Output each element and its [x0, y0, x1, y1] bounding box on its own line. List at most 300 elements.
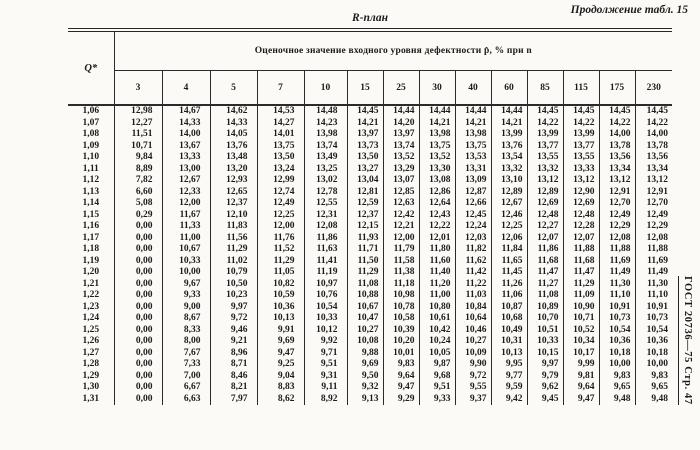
- data-cell: 13,99: [563, 129, 599, 141]
- data-cell: 9,97: [527, 359, 563, 371]
- column-header-40: 40: [455, 71, 491, 106]
- data-cell: 13,75: [257, 141, 304, 153]
- data-cell: 8,62: [257, 394, 304, 406]
- data-cell: 14,21: [419, 118, 455, 130]
- data-cell: 12,00: [383, 233, 419, 245]
- data-cell: 13,67: [162, 141, 210, 153]
- data-cell: 9,51: [304, 359, 347, 371]
- data-cell: 13,74: [304, 141, 347, 153]
- data-cell: 8,89: [114, 164, 162, 176]
- data-cell: 9,64: [563, 382, 599, 394]
- data-cell: 12,89: [491, 187, 527, 199]
- data-cell: 10,78: [383, 302, 419, 314]
- data-cell: 12,90: [563, 187, 599, 199]
- q-value: 1,12: [68, 175, 114, 187]
- data-cell: 13,97: [383, 129, 419, 141]
- table-row: [68, 105, 672, 118]
- data-cell: 12,42: [383, 210, 419, 222]
- data-cell: 12,70: [646, 198, 669, 208]
- data-cell: 9,99: [563, 359, 599, 371]
- data-cell: 0,00: [114, 382, 162, 394]
- data-cell: 9,65: [599, 382, 635, 394]
- q-value: 1,06: [68, 105, 114, 118]
- data-cell: 11,06: [491, 290, 527, 302]
- data-cell: 13,31: [455, 164, 491, 176]
- data-cell: 11,63: [304, 244, 347, 256]
- data-cell: 6,63: [162, 394, 210, 406]
- data-cell: 7,82: [114, 175, 162, 187]
- data-cell: 9,04: [257, 371, 304, 383]
- data-cell: 11,08: [347, 279, 383, 291]
- data-cell: 12,01: [419, 233, 455, 245]
- data-cell: 14,22: [646, 117, 669, 128]
- data-cell: 12,64: [419, 198, 455, 210]
- table-row: [68, 152, 672, 164]
- table-row: [68, 325, 672, 337]
- data-cell: 11,47: [527, 267, 563, 279]
- data-cell: 14,62: [210, 105, 257, 118]
- data-cell: 10,82: [257, 279, 304, 291]
- data-cell: 12,37: [347, 210, 383, 222]
- data-cell: 9,69: [347, 359, 383, 371]
- data-cell: 13,52: [419, 152, 455, 164]
- data-cell: 9,31: [304, 371, 347, 383]
- data-cell: 13,97: [347, 129, 383, 141]
- data-cell: 9,72: [210, 313, 257, 325]
- span-header: Оценочное значение входного уровня дефектности p̂, % при n: [114, 30, 672, 71]
- data-cell: 9,84: [114, 152, 162, 164]
- data-cell: 10,27: [455, 336, 491, 348]
- data-cell: 13,34: [646, 163, 669, 174]
- data-cell: 12,08: [599, 233, 635, 245]
- data-cell: 13,04: [347, 175, 383, 187]
- data-cell: 10,13: [257, 313, 304, 325]
- data-cell: 10,36: [646, 336, 669, 346]
- data-cell: 13,78: [599, 141, 635, 153]
- data-cell: 11,80: [419, 244, 455, 256]
- data-cell: 10,84: [455, 302, 491, 314]
- data-cell: 9,51: [419, 382, 455, 394]
- data-cell: 9,00: [162, 302, 210, 314]
- table-row: [68, 233, 672, 245]
- data-cell: 8,96: [210, 348, 257, 360]
- data-cell: 10,54: [599, 325, 635, 337]
- data-cell: 9,83: [651, 370, 669, 381]
- data-cell: 7,67: [162, 348, 210, 360]
- data-cell: 13,98: [419, 129, 455, 141]
- data-cell: 10,51: [527, 325, 563, 337]
- data-cell: 12,59: [347, 198, 383, 210]
- column-header-175: 175: [599, 71, 635, 106]
- data-cell: 9,95: [491, 359, 527, 371]
- data-cell: 13,98: [455, 129, 491, 141]
- data-cell: 10,20: [383, 336, 419, 348]
- data-cell: 10,00: [599, 359, 635, 371]
- data-cell: 9,59: [491, 382, 527, 394]
- q-value: 1,11: [68, 164, 114, 176]
- data-cell: 13,98: [304, 129, 347, 141]
- data-cell: 14,33: [162, 118, 210, 130]
- data-cell: 8,83: [257, 382, 304, 394]
- table-row: [68, 279, 672, 291]
- data-cell: 13,55: [563, 152, 599, 164]
- data-cell: 0,00: [114, 325, 162, 337]
- data-cell: 10,33: [304, 313, 347, 325]
- q-value: 1,28: [68, 359, 114, 371]
- data-cell: 0,00: [114, 233, 162, 245]
- data-cell: 9,68: [419, 371, 455, 383]
- data-cell: 11,05: [257, 267, 304, 279]
- data-cell: 9,72: [455, 371, 491, 383]
- data-cell: 10,73: [599, 313, 635, 325]
- column-header-85: 85: [527, 71, 563, 106]
- data-cell: 14,27: [257, 118, 304, 130]
- q-value: 1,26: [68, 336, 114, 348]
- data-cell: 10,80: [419, 302, 455, 314]
- data-cell: 9,32: [347, 382, 383, 394]
- column-header-3: 3: [114, 71, 162, 106]
- data-cell: 12,69: [563, 198, 599, 210]
- data-cell: 13,08: [419, 175, 455, 187]
- data-cell: 12,27: [527, 221, 563, 233]
- data-cell: 0,00: [114, 244, 162, 256]
- data-cell: 11,00: [419, 290, 455, 302]
- data-cell: 0,00: [114, 279, 162, 291]
- data-cell: 0,00: [114, 348, 162, 360]
- data-cell: 7,33: [162, 359, 210, 371]
- data-cell: 11,49: [647, 267, 669, 277]
- data-cell: 13,29: [383, 164, 419, 176]
- data-cell: 11,10: [599, 290, 635, 302]
- data-cell: 11,29: [257, 256, 304, 268]
- data-cell: 13,07: [383, 175, 419, 187]
- data-cell: 10,97: [304, 279, 347, 291]
- data-cell: 12,27: [114, 118, 162, 130]
- data-cell: 11,84: [491, 244, 527, 256]
- data-cell: 13,75: [419, 141, 455, 153]
- table-row: [68, 187, 672, 199]
- q-value: 1,08: [68, 129, 114, 141]
- column-header-25: 25: [383, 71, 419, 106]
- data-cell: 12,37: [210, 198, 257, 210]
- data-cell: 12,22: [419, 221, 455, 233]
- data-cell: 12,10: [210, 210, 257, 222]
- data-cell: 10,59: [257, 290, 304, 302]
- data-cell: 10,90: [563, 302, 599, 314]
- data-cell: 11,93: [347, 233, 383, 245]
- data-cell: 12,74: [257, 187, 304, 199]
- table-row: [68, 290, 672, 302]
- data-cell: 10,09: [455, 348, 491, 360]
- column-header-4: 4: [162, 71, 210, 106]
- data-cell: 11,50: [347, 256, 383, 268]
- data-cell: 11,30: [647, 278, 669, 289]
- data-cell: 13,74: [383, 141, 419, 153]
- data-cell: 10,13: [491, 348, 527, 360]
- q-value: 1,31: [68, 394, 114, 406]
- data-cell: 9,67: [162, 279, 210, 291]
- data-cell: 11,29: [563, 279, 599, 291]
- data-cell: 13,12: [527, 175, 563, 187]
- data-cell: 11,33: [162, 221, 210, 233]
- data-cell: 7,00: [162, 371, 210, 383]
- data-cell: 9,45: [527, 394, 563, 406]
- data-cell: 13,77: [563, 141, 599, 153]
- data-cell: 12,46: [491, 210, 527, 222]
- q-value: 1,24: [68, 313, 114, 325]
- data-cell: 0,00: [114, 313, 162, 325]
- data-cell: 9,13: [347, 394, 383, 406]
- data-cell: 11,71: [347, 244, 383, 256]
- data-cell: 12,49: [599, 210, 635, 222]
- data-cell: 11,88: [599, 244, 635, 256]
- data-cell: 12,87: [455, 187, 491, 199]
- q-value: 1,13: [68, 187, 114, 199]
- data-cell: 10,12: [304, 325, 347, 337]
- data-cell: 9,77: [491, 371, 527, 383]
- data-cell: 6,60: [114, 187, 162, 199]
- table-row: [68, 359, 672, 371]
- data-cell: 9,42: [491, 394, 527, 406]
- data-cell: 8,33: [162, 325, 210, 337]
- data-cell: 13,56: [599, 152, 635, 164]
- data-cell: 14,20: [383, 118, 419, 130]
- data-cell: 12,49: [257, 198, 304, 210]
- data-cell: 14,00: [599, 129, 635, 141]
- data-cell: 5,08: [114, 198, 162, 210]
- data-cell: 9,81: [563, 371, 599, 383]
- data-cell: 12,67: [162, 175, 210, 187]
- data-cell: 14,48: [304, 105, 347, 118]
- q-value: 1,19: [68, 256, 114, 268]
- data-cell: 10,49: [491, 325, 527, 337]
- data-cell: 13,30: [419, 164, 455, 176]
- data-cell: 12,29: [646, 221, 669, 231]
- data-cell: 9,48: [599, 394, 635, 406]
- data-cell: 11,27: [527, 279, 563, 291]
- data-cell: 0,00: [114, 336, 162, 348]
- data-cell: 12,81: [347, 187, 383, 199]
- data-cell: 13,32: [491, 164, 527, 176]
- data-cell: 9,87: [419, 359, 455, 371]
- table-row: [68, 348, 672, 360]
- data-cell: 14,45: [646, 106, 669, 116]
- data-cell: 9,90: [455, 359, 491, 371]
- data-cell: 13,10: [491, 175, 527, 187]
- data-cell: 10,24: [419, 336, 455, 348]
- data-cell: 12,28: [563, 221, 599, 233]
- table-row: [68, 175, 672, 187]
- column-header-230: 230: [635, 71, 672, 106]
- table-row: [68, 210, 672, 222]
- data-cell: 11,47: [563, 267, 599, 279]
- data-cell: 11,02: [210, 256, 257, 268]
- data-cell: 13,00: [162, 164, 210, 176]
- data-cell: 13,27: [347, 164, 383, 176]
- data-cell: 11,65: [491, 256, 527, 268]
- gost-page-marker: ГОСТ 20736—75 Стр. 47: [678, 276, 693, 405]
- data-cell: 8,67: [162, 313, 210, 325]
- table-row: [68, 118, 672, 130]
- data-cell: 8,21: [210, 382, 257, 394]
- data-cell: 9,21: [210, 336, 257, 348]
- data-cell: 13,20: [210, 164, 257, 176]
- data-cell: 10,79: [210, 267, 257, 279]
- q-value: 1,07: [68, 118, 114, 130]
- data-cell: 10,34: [563, 336, 599, 348]
- data-cell: 12,99: [257, 175, 304, 187]
- data-cell: 14,23: [304, 118, 347, 130]
- data-cell: 13,99: [527, 129, 563, 141]
- data-cell: 11,68: [563, 256, 599, 268]
- data-cell: 10,33: [162, 256, 210, 268]
- data-cell: 10,01: [383, 348, 419, 360]
- data-cell: 9,47: [383, 382, 419, 394]
- q-value: 1,10: [68, 152, 114, 164]
- data-cell: 12,98: [114, 105, 162, 118]
- data-cell: 11,69: [599, 256, 635, 268]
- data-cell: 10,08: [347, 336, 383, 348]
- data-cell: 12,65: [210, 187, 257, 199]
- data-cell: 14,45: [563, 105, 599, 118]
- data-cell: 0,00: [114, 267, 162, 279]
- data-cell: 14,01: [257, 129, 304, 141]
- table-row: [68, 221, 672, 233]
- r-plan-table: [68, 28, 672, 405]
- data-cell: 0,00: [114, 371, 162, 383]
- data-cell: 12,69: [527, 198, 563, 210]
- data-cell: 9,88: [347, 348, 383, 360]
- data-cell: 11,82: [455, 244, 491, 256]
- table-row: [68, 313, 672, 325]
- data-cell: 14,05: [210, 129, 257, 141]
- data-cell: 9,33: [162, 290, 210, 302]
- data-cell: 12,91: [599, 187, 635, 199]
- data-cell: 9,50: [347, 371, 383, 383]
- q-column-header: Q*: [68, 30, 114, 105]
- data-cell: 0,00: [114, 290, 162, 302]
- data-cell: 12,48: [563, 210, 599, 222]
- data-cell: 8,46: [210, 371, 257, 383]
- data-cell: 11,88: [563, 244, 599, 256]
- q-value: 1,18: [68, 244, 114, 256]
- q-value: 1,30: [68, 382, 114, 394]
- q-value: 1,29: [68, 371, 114, 383]
- data-cell: 13,54: [491, 152, 527, 164]
- data-cell: 10,52: [563, 325, 599, 337]
- data-cell: 12,45: [455, 210, 491, 222]
- data-cell: 13,12: [563, 175, 599, 187]
- data-cell: 13,25: [304, 164, 347, 176]
- data-cell: 13,76: [210, 141, 257, 153]
- data-cell: 14,33: [210, 118, 257, 130]
- table-row: [68, 244, 672, 256]
- data-cell: 0,29: [114, 210, 162, 222]
- data-cell: 13,02: [304, 175, 347, 187]
- data-cell: 10,64: [455, 313, 491, 325]
- column-header-7: 7: [257, 71, 304, 106]
- data-cell: 9,62: [527, 382, 563, 394]
- data-cell: 8,00: [162, 336, 210, 348]
- data-cell: 10,23: [210, 290, 257, 302]
- column-header-5: 5: [210, 71, 257, 106]
- data-cell: 12,78: [304, 187, 347, 199]
- data-cell: 12,15: [347, 221, 383, 233]
- data-cell: 9,47: [563, 394, 599, 406]
- data-cell: 10,73: [646, 313, 669, 323]
- header-row-span: [68, 30, 672, 71]
- data-cell: 10,18: [599, 348, 635, 360]
- data-cell: 11,49: [599, 267, 635, 279]
- data-cell: 10,27: [347, 325, 383, 337]
- table-row: [68, 256, 672, 268]
- data-cell: 13,99: [491, 129, 527, 141]
- data-cell: 10,98: [383, 290, 419, 302]
- data-cell: 13,34: [599, 164, 635, 176]
- data-cell: 11,42: [455, 267, 491, 279]
- data-cell: 10,67: [162, 244, 210, 256]
- data-cell: 11,83: [210, 221, 257, 233]
- data-cell: 14,00: [162, 129, 210, 141]
- data-cell: 9,48: [651, 393, 669, 404]
- data-cell: 11,86: [527, 244, 563, 256]
- data-cell: 10,88: [347, 290, 383, 302]
- data-cell: 11,67: [162, 210, 210, 222]
- table-row: [68, 302, 672, 314]
- data-cell: 12,29: [599, 221, 635, 233]
- data-cell: 14,45: [347, 105, 383, 118]
- table-continuation-label: Продолжение табл. 15: [570, 4, 688, 16]
- data-cell: 11,88: [647, 244, 669, 254]
- data-cell: 10,50: [210, 279, 257, 291]
- data-cell: 10,47: [347, 313, 383, 325]
- data-cell: 12,63: [383, 198, 419, 210]
- data-cell: 13,73: [347, 141, 383, 153]
- data-cell: 14,44: [383, 105, 419, 118]
- data-cell: 11,41: [304, 256, 347, 268]
- data-cell: 14,53: [257, 105, 304, 118]
- data-cell: 12,25: [491, 221, 527, 233]
- data-cell: 11,29: [347, 267, 383, 279]
- data-cell: 12,93: [210, 175, 257, 187]
- data-cell: 11,60: [419, 256, 455, 268]
- data-cell: 9,91: [257, 325, 304, 337]
- data-cell: 8,92: [304, 394, 347, 406]
- table-row: [68, 394, 672, 406]
- data-cell: 12,43: [419, 210, 455, 222]
- q-value: 1,16: [68, 221, 114, 233]
- data-cell: 10,18: [646, 347, 669, 358]
- data-cell: 8,71: [210, 359, 257, 371]
- data-cell: 12,70: [599, 198, 635, 210]
- data-cell: 9,83: [383, 359, 419, 371]
- data-cell: 9,79: [527, 371, 563, 383]
- table-title: R-план: [352, 12, 388, 24]
- data-cell: 12,07: [563, 233, 599, 245]
- data-cell: 10,00: [162, 267, 210, 279]
- data-cell: 14,22: [599, 118, 635, 130]
- data-cell: 14,00: [646, 129, 669, 139]
- data-cell: 10,71: [114, 141, 162, 153]
- data-cell: 10,76: [304, 290, 347, 302]
- data-cell: 12,00: [257, 221, 304, 233]
- data-cell: 10,54: [304, 302, 347, 314]
- q-value: 1,25: [68, 325, 114, 337]
- data-cell: 14,22: [527, 118, 563, 130]
- data-cell: 13,49: [304, 152, 347, 164]
- q-value: 1,17: [68, 233, 114, 245]
- data-cell: 12,31: [304, 210, 347, 222]
